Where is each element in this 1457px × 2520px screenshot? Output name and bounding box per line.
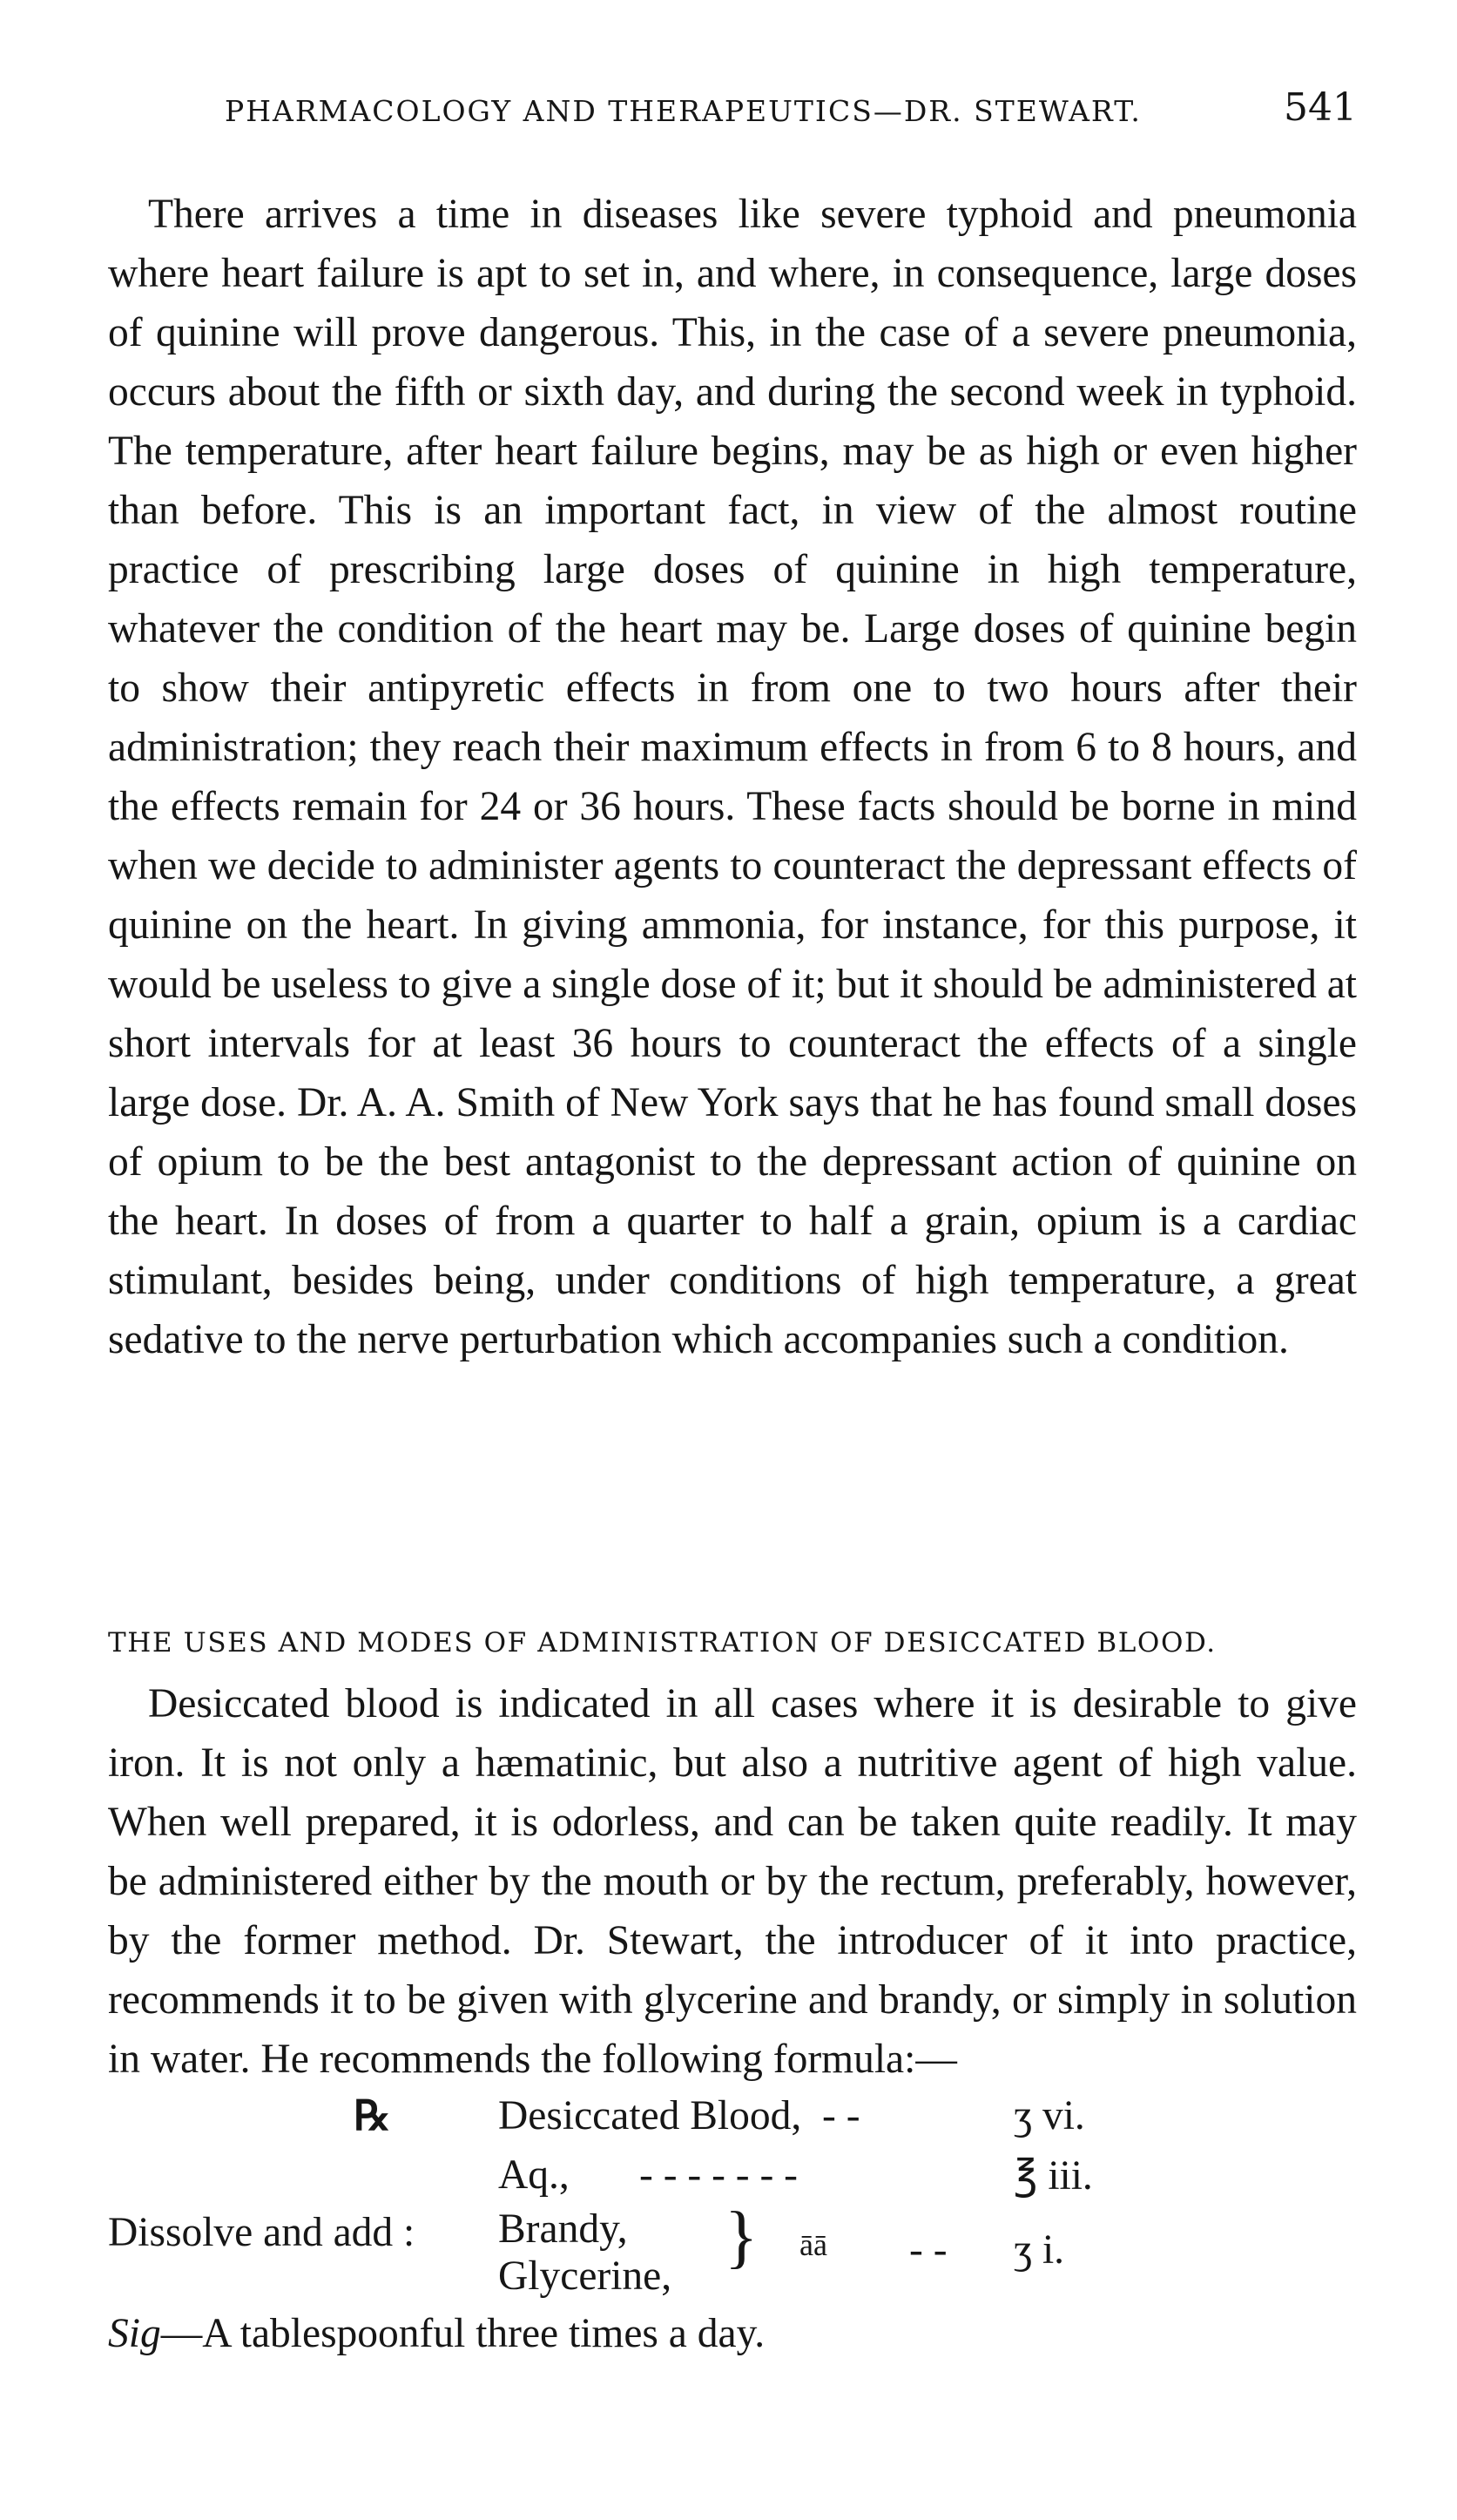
prescription-formula [108,2087,1357,2436]
sig-label: Sig [108,2311,161,2356]
signature-directions [108,2310,765,2357]
rx-item-brandy: Brandy, [498,2206,628,2252]
body-text-upper [108,185,1357,1369]
rx-item-desiccated-blood: Desiccated Blood, [498,2093,802,2138]
rx-item-glycerine: Glycerine, [498,2253,672,2299]
combined-dashes: - - [909,2227,948,2273]
rx-symbol: ℞ [354,2094,391,2139]
rx-item-desiccated-blood-dashes: - - [822,2093,860,2138]
body-text-lower [108,1674,1357,2089]
brace-icon: } [725,2199,759,2275]
rx-item-desiccated-blood-qty: ʒ vi. [1014,2093,1085,2138]
rx-item-aq-dashes: - - - - - - - [639,2152,798,2198]
paragraph-desiccated-blood: Desiccated blood is indicated in all cases where it is desirable to give iron. It is not only a hæmatinic, but also a nutritive agent of high value. When well prepared, it is odorless, and can be taken quite readily. It may be administered either by the mouth or by the rectum, preferably, however, by the former method. Dr. Stewart, the introducer of it into practice, recommends it to be given with glycerine and brandy, or simply in solution in water. He recommends the following formula:— [108,1681,1357,2082]
combined-abbrev: āā [799,2227,827,2262]
paragraph-quinine: There arrives a time in diseases like severe typhoid and pneumonia where heart failure is apt to set in, and where, in consequence, large doses of quinine will prove dangerous. This, in the case of a severe pneumonia, occurs about the fifth or sixth day, and during the second week in typhoid. The temperature, after heart failure begins, may be as high or even higher than before. This is an important fact, in view of the almost routine practice of prescribing large doses of quinine in high temperature, whatever the condition of the heart may be. Large doses of quinine begin to show their antipyretic effects in from one to two hours after their administration; they reach their maximum effects in from 6 to 8 hours, and the effects remain for 24 or 36 hours. These facts should be borne in mind when we decide to administer agents to counteract the depressant effects of quinine on the heart. In giving ammonia, for instance, for this purpose, it would be useless to give a single dose of it; but it should be administered at short intervals for at least 36 hours to counteract the effects of a single large dose. Dr. A. A. Smith of New York says that he has found small doses of opium to be the best antagonist to the depressant action of quinine on the heart. In doses of from a quarter to half a grain, opium is a cardiac stimulant, besides being, under conditions of high temperature, a great sedative to the nerve perturbation which accompanies such a condition. [108,192,1357,1362]
running-header [225,85,1357,130]
running-title: PHARMACOLOGY AND THERAPEUTICS—DR. STEWART. [225,94,1142,128]
sig-text: —A tablespoonful three times a day. [160,2311,766,2356]
section-heading: THE USES AND MODES OF ADMINISTRATION OF DESICCATED BLOOD. [108,1627,1217,1659]
combined-qty: ʒ i. [1014,2227,1065,2273]
rx-item-aq-qty: ℥ iii. [1014,2153,1093,2199]
rx-item-aq: Aq., [498,2152,570,2198]
dissolve-label: Dissolve and add : [108,2210,415,2255]
page-number: 541 [1284,85,1357,130]
